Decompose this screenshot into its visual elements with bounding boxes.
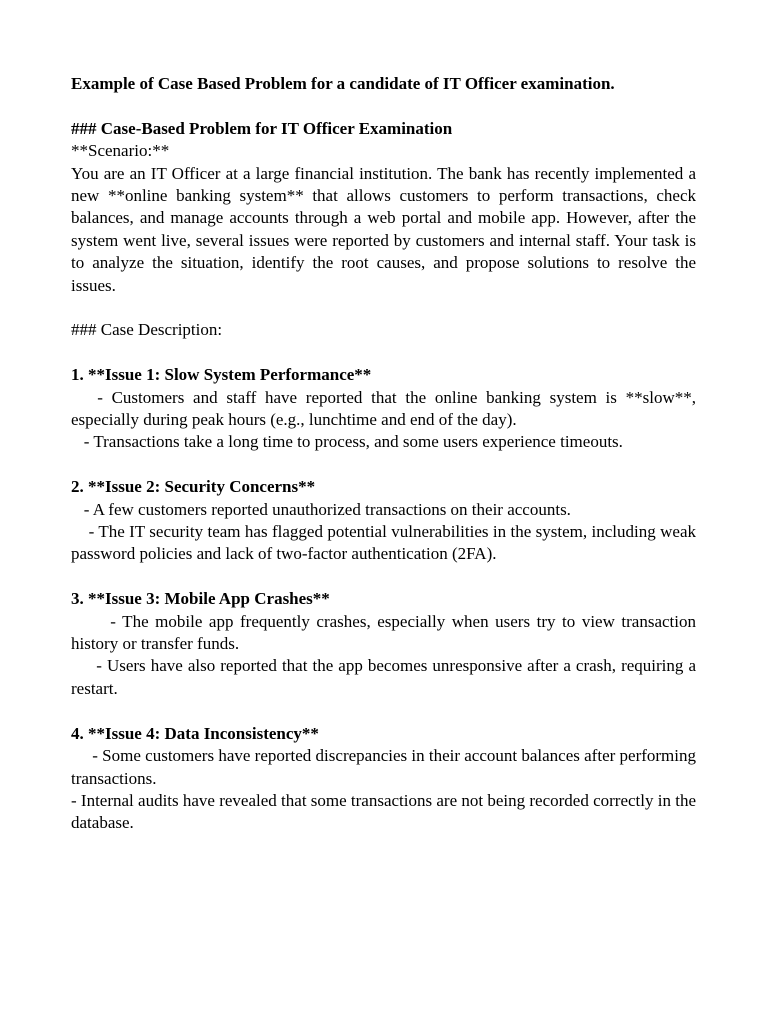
issue-point: - Users have also reported that the app becomes unresponsive after a crash, requiring a restart.: [71, 656, 701, 698]
issue-block: [71, 476, 701, 566]
spacer: [71, 342, 696, 364]
issue-title: 3. **Issue 3: Mobile App Crashes**: [71, 589, 330, 609]
spacer: [71, 95, 696, 117]
issue-title: 4. **Issue 4: Data Inconsistency**: [71, 723, 319, 743]
issue-point: - A few customers reported unauthorized transactions on their accounts.: [71, 499, 571, 519]
scenario-text: You are an IT Officer at a large financial institution. The bank has recently implemented a new **online banking system** that allows customers to perform transactions, check balances, and manage accounts through a web portal and mobile app. However, after the system went live, several issues were reported by customers and internal staff. Your task is to analyze the situation, identify the root causes, and propose solutions to resolve the issues.: [71, 163, 696, 295]
issue-point: - Customers and staff have reported that the online banking system is **slow**, especially during peak hours (e.g., lunchtime and end of the day).: [71, 387, 701, 430]
issue-point: - The IT security team has flagged potential vulnerabilities in the system, including weak password policies and lack of two-factor authentication (2FA).: [71, 522, 701, 564]
document-title: Example of Case Based Problem for a candidate of IT Officer examination.: [71, 74, 615, 93]
issue-point: - The mobile app frequently crashes, especially when users try to view transaction history or transfer funds.: [71, 611, 701, 654]
spacer: [71, 566, 696, 588]
issue-block: [71, 364, 701, 454]
spacer: [71, 297, 696, 319]
scenario-label: **Scenario:**: [71, 141, 170, 161]
document-page: [71, 73, 701, 835]
issue-title: 2. **Issue 2: Security Concerns**: [71, 477, 316, 497]
spacer: [71, 454, 696, 476]
issue-block: [71, 588, 701, 700]
issue-title: 1. **Issue 1: Slow System Performance**: [71, 365, 372, 385]
issue-point: - Some customers have reported discrepancies in their account balances after performing transactions.: [71, 746, 701, 788]
section-heading: ### Case-Based Problem for IT Officer Examination: [71, 118, 453, 138]
case-description-heading: ### Case Description:: [71, 320, 223, 340]
issue-block: [71, 723, 701, 835]
issue-point: - Transactions take a long time to process, and some users experience timeouts.: [71, 432, 623, 452]
spacer: [71, 700, 696, 722]
issue-point: - Internal audits have revealed that some transactions are not being recorded correctly in the database.: [71, 790, 701, 833]
